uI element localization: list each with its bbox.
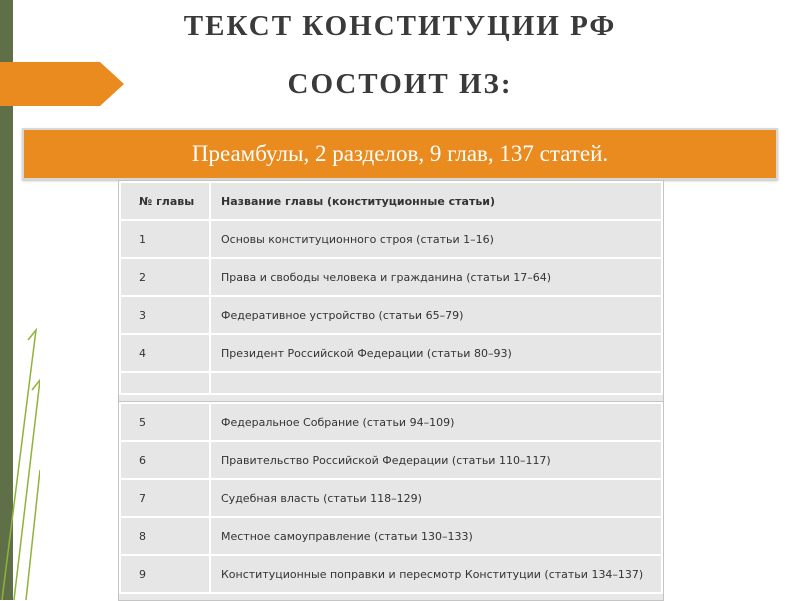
table-row-empty	[120, 372, 662, 394]
chapter-name: Президент Российской Федерации (статьи 80–93)	[210, 334, 662, 372]
table-row	[120, 334, 662, 372]
table-row	[120, 479, 662, 517]
chapter-name: Судебная власть (статьи 118–129)	[210, 479, 662, 517]
summary-banner	[22, 128, 778, 180]
table-row	[120, 296, 662, 334]
summary-banner-text: Преамбулы, 2 разделов, 9 глав, 137 статей.	[191, 141, 609, 166]
page-title-line1: ТЕКСТ КОНСТИТУЦИИ РФ	[183, 10, 617, 42]
chapters-table-bottom	[118, 401, 664, 601]
chapter-name: Федеративное устройство (статьи 65–79)	[210, 296, 662, 334]
chapter-number: 4	[120, 334, 210, 372]
table-row	[120, 555, 662, 593]
chapter-number: 6	[120, 441, 210, 479]
chapter-number: 1	[120, 220, 210, 258]
table-header-row	[120, 182, 662, 220]
chapter-name: Федеральное Собрание (статьи 94–109)	[210, 403, 662, 441]
page-title-line2: СОСТОИТ ИЗ:	[287, 68, 513, 100]
table-row	[120, 403, 662, 441]
table-row	[120, 517, 662, 555]
header-chapter-name: Название главы (конституционные статьи)	[210, 182, 662, 220]
empty-cell	[120, 372, 210, 394]
chapter-number: 3	[120, 296, 210, 334]
chapter-number: 8	[120, 517, 210, 555]
chapters-table-top	[118, 180, 664, 407]
chapter-name: Местное самоуправление (статьи 130–133)	[210, 517, 662, 555]
chapter-number: 7	[120, 479, 210, 517]
chapter-number: 9	[120, 555, 210, 593]
chapter-name: Правительство Российской Федерации (статьи 110–117)	[210, 441, 662, 479]
chapter-number: 5	[120, 403, 210, 441]
empty-cell	[210, 372, 662, 394]
chapter-name: Основы конституционного строя (статьи 1–16)	[210, 220, 662, 258]
chapter-number: 2	[120, 258, 210, 296]
header-chapter-number: № главы	[120, 182, 210, 220]
chapter-name: Конституционные поправки и пересмотр Конституции (статьи 134–137)	[210, 555, 662, 593]
chapter-name: Права и свободы человека и гражданина (статьи 17–64)	[210, 258, 662, 296]
table-row	[120, 441, 662, 479]
table-row	[120, 258, 662, 296]
table-row	[120, 220, 662, 258]
